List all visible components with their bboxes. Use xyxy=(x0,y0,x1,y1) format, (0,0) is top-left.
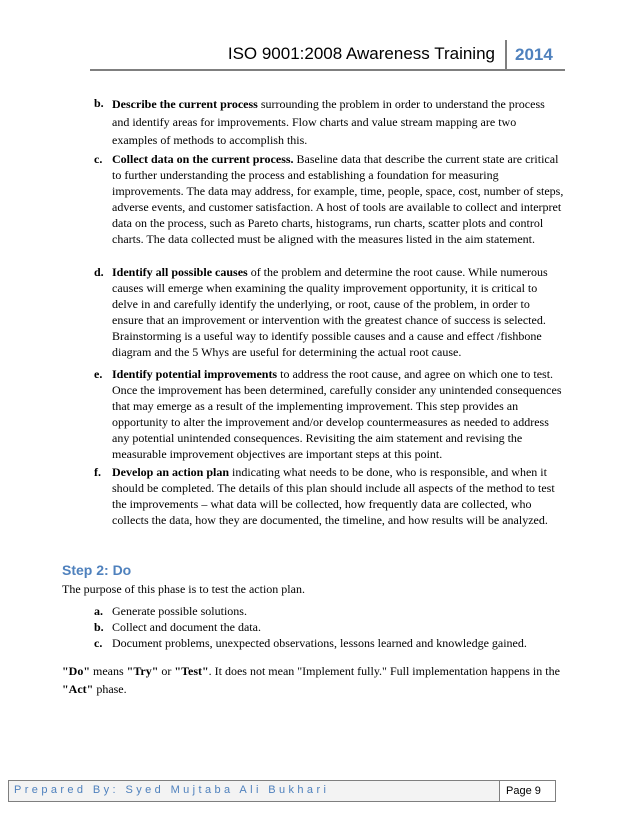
list-item-text xyxy=(112,366,564,462)
sub-item-text: Collect and document the data. xyxy=(112,620,261,634)
list-item-body: to address the root cause, and agree on which one to test. Once the improvement has been determined, carefully consider any unintended consequences that may emerge as a result of the implementing improvement. This step provides an opportunity to alter the improvement and/or develop countermeasures as needed to address any potential unintended consequences. Revisiting the aim statement and revising the measurable improvement objectives are important steps at this point. xyxy=(112,367,562,461)
list-item-text xyxy=(112,95,564,149)
sub-item-label: b. xyxy=(94,620,104,634)
sub-item-c xyxy=(94,635,564,651)
note-text: or xyxy=(158,664,175,678)
list-item-text xyxy=(112,151,564,247)
header-year: 2014 xyxy=(505,40,565,69)
list-item-body: indicating what needs to be done, who is responsible, and when it should be completed. The details of this plan should include all aspects of the method to test the improvements – what data will be collected, how frequently data are collected, who collects the data, how they are documented, the timeline, and how results will be analyzed. xyxy=(112,465,555,527)
list-item-lead: Describe the current process xyxy=(112,97,258,111)
list-item-text xyxy=(112,264,564,360)
footer-author: Prepared By: Syed Mujtaba Ali Bukhari xyxy=(14,784,330,796)
sub-item-b xyxy=(94,619,564,635)
list-item-e xyxy=(94,366,564,462)
list-item-b xyxy=(94,95,564,149)
section-heading: Step 2: Do xyxy=(62,562,132,578)
list-item-f xyxy=(94,464,564,528)
list-item-body: surrounding the problem in order to understand the process and identify areas for improvements. Flow charts and value stream mapping are two examples of methods to accomplish this. xyxy=(112,97,545,147)
list-item-body: of the problem and determine the root cause. While numerous causes will emerge when examining the quality improvement opportunity, it is critical to delve in and carefully identify the underlying, or root, cause of the problem, in order to ensure that an improvement or intervention with the greatest chance of success is selected. Brainstorming is a useful way to identify possible causes and a cause and effect /fishbone diagram and the 5 Whys are useful for determining the actual root cause. xyxy=(112,265,548,359)
list-item-text xyxy=(112,464,564,528)
sub-item-a xyxy=(94,603,564,619)
sub-item-label: c. xyxy=(94,636,103,650)
list-item-lead: Identify all possible causes xyxy=(112,265,248,279)
page-number: Page 9 xyxy=(499,781,555,801)
section-note xyxy=(62,662,562,698)
list-item-label: f. xyxy=(94,465,101,479)
note-quote-test: "Test" xyxy=(174,664,209,678)
sub-item-text: Generate possible solutions. xyxy=(112,604,247,618)
list-item-c xyxy=(94,151,564,247)
list-item-label: b. xyxy=(94,96,104,110)
note-quote-act: "Act" xyxy=(62,682,94,696)
list-item-lead: Identify potential improvements xyxy=(112,367,278,381)
list-item-body: Baseline data that describe the current state are critical to further understanding the process and establishing a foundation for measuring improvements. The data may address, for example, time, people, space, cost, number of steps, adverse events, and customer satisfaction. A host of tools are available to collect and interpret data on the process, such as Pareto charts, histograms, run charts, scatter plots and control charts. The data collected must be aligned with the measures listed in the aim statement. xyxy=(112,152,564,246)
note-quote-do: "Do" xyxy=(62,664,90,678)
note-quote-try: "Try" xyxy=(126,664,159,678)
page-footer xyxy=(8,780,556,802)
list-item-label: e. xyxy=(94,367,103,381)
header-title: ISO 9001:2008 Awareness Training xyxy=(227,44,495,63)
list-item-label: d. xyxy=(94,265,104,279)
list-item-d xyxy=(94,264,564,360)
list-item-lead: Develop an action plan xyxy=(112,465,230,479)
sub-item-label: a. xyxy=(94,604,103,618)
note-text: . It does not mean "Implement fully." Full implementation happens in the xyxy=(208,664,560,678)
list-item-lead: Collect data on the current process. xyxy=(112,152,294,166)
list-item-label: c. xyxy=(94,152,103,166)
note-text: means xyxy=(90,664,127,678)
sub-item-text: Document problems, unexpected observations, lessons learned and knowledge gained. xyxy=(112,636,527,650)
note-text: phase. xyxy=(93,682,127,696)
page-header xyxy=(90,40,565,71)
section-intro: The purpose of this phase is to test the action plan. xyxy=(62,582,305,596)
